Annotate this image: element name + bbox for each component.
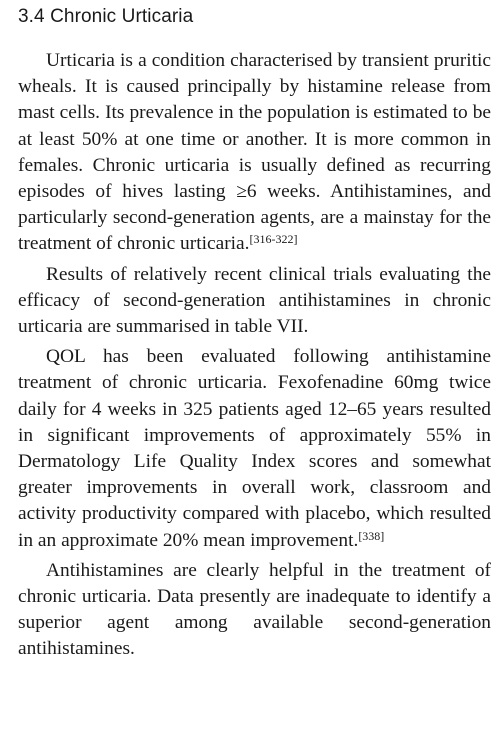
paragraph-text: Urticaria is a condition characterised by transient pruritic wheals. It is caused principally by histamine release from mast cells. Its prevalence in the population is estimated to be at least 50% at one time or another. It is more common in females. Chronic urticaria is usually defined as recurring episodes of hives lasting ≥6 weeks. Antihistamines, and particularly second-generation agents, are a mainstay for the treatment of chronic urticaria. [18, 50, 491, 255]
section-heading: 3.4 Chronic Urticaria [18, 6, 194, 27]
paragraph-text: Antihistamines are clearly helpful in the treatment of chronic urticaria. Data presently are inadequate to identify a superior agent among available second-generation antihistamines. [18, 559, 491, 660]
paragraph [18, 48, 491, 258]
paragraph [18, 262, 491, 341]
paragraph-text: Results of relatively recent clinical trials evaluating the efficacy of second-generation antihistamines in chronic urticaria are summarised in table VII. [18, 263, 491, 338]
paragraph-text: QOL has been evaluated following antihistamine treatment of chronic urticaria. Fexofenadine 60mg twice daily for 4 weeks in 325 patients aged 12–65 years resulted in significant improvements of approximately 55% in Dermatology Life Quality Index scores and somewhat greater improvements in overall work, classroom and activity productivity compared with placebo, which resulted in an approximate 20% mean improvement. [18, 346, 491, 551]
paragraph [18, 344, 491, 554]
paragraph [18, 558, 491, 663]
section-body [18, 48, 491, 663]
citation-reference: [338] [358, 528, 385, 543]
citation-reference: [316-322] [249, 232, 298, 247]
